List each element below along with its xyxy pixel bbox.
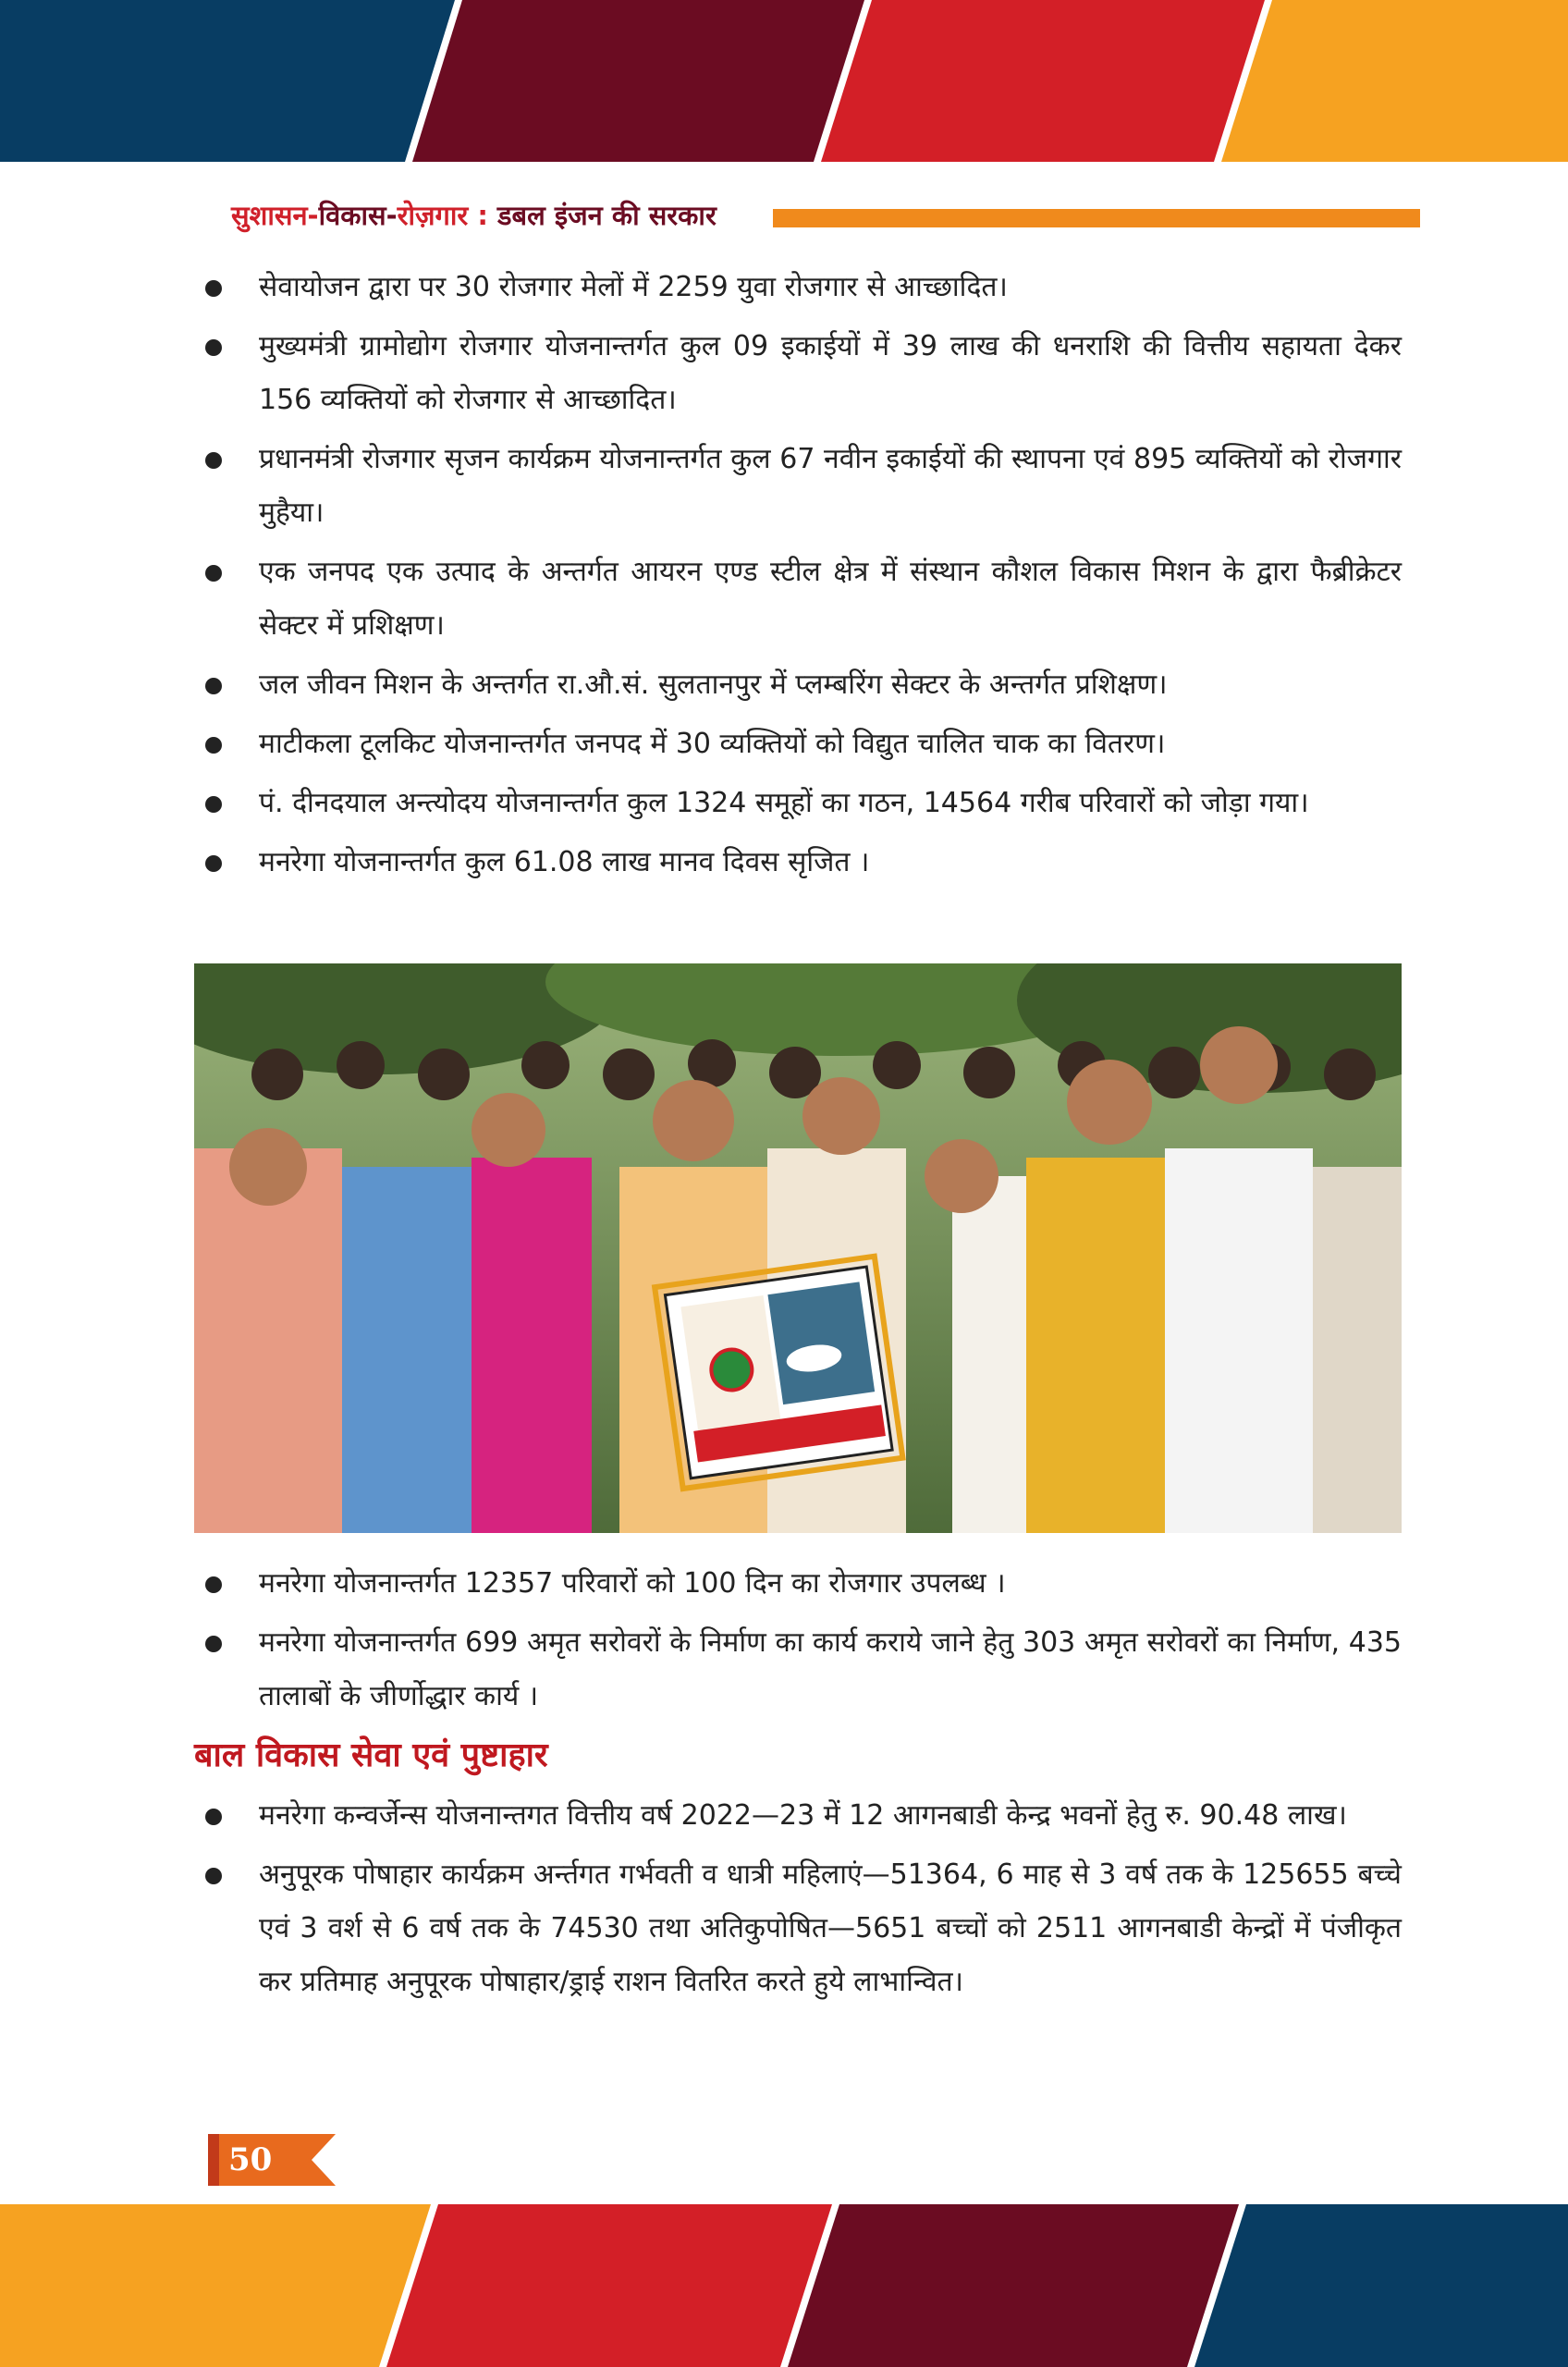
bullet-item: एक जनपद एक उत्पाद के अन्तर्गत आयरन एण्ड स्टील क्षेत्र में संस्थान कौशल विकास मिशन के द्वारा फैब्रीक्रेटर सेक्टर में प्रशिक्षण।: [194, 546, 1402, 653]
bullet-item: माटीकला टूलकिट योजनान्तर्गत जनपद में 30 व्यक्तियों को विद्युत चालित चाक का वितरण।: [194, 717, 1402, 771]
bullet-item: सेवायोजन द्वारा पर 30 रोजगार मेलों में 2259 युवा रोजगार से आच्छादित।: [194, 261, 1402, 314]
event-photograph: [194, 963, 1402, 1533]
header-accent-rule: [773, 209, 1420, 227]
stripe-maroon: [788, 2204, 1239, 2367]
header-title-part-3: रोज़गार :: [397, 200, 488, 231]
bullet-item: जल जीवन मिशन के अन्तर्गत रा.औ.सं. सुलतानपुर में प्लम्बरिंग सेक्टर के अन्तर्गत प्रशिक्षण।: [194, 658, 1402, 712]
stripe-navy: [1194, 2204, 1568, 2367]
bullet-item: प्रधानमंत्री रोजगार सृजन कार्यक्रम योजनान्तर्गत कुल 67 नवीन इकाईयों की स्थापना एवं 895 व्यक्तियों को रोजगार मुहैया।: [194, 433, 1402, 540]
bullet-list-top: [194, 261, 1402, 895]
bullet-list-bottom: [194, 1789, 1402, 2015]
running-header-title: [231, 197, 717, 233]
bullet-item: मुख्यमंत्री ग्रामोद्योग रोजगार योजनान्तर्गत कुल 09 इकाईयों में 39 लाख की धनराशि की वित्तीय सहायता देकर 156 व्यक्तियों को रोजगार से आच्छादित।: [194, 320, 1402, 427]
stripe-navy: [0, 0, 455, 162]
top-color-stripes: [0, 0, 1568, 162]
bullet-item: पं. दीनदयाल अन्त्योदय योजनान्तर्गत कुल 1324 समूहों का गठन, 14564 गरीब परिवारों को जोड़ा गया।: [194, 777, 1402, 830]
stripe-red: [821, 0, 1265, 162]
stripe-red: [386, 2204, 832, 2367]
stripe-orange: [1221, 0, 1568, 162]
bullet-item: मनरेगा योजनान्तर्गत 12357 परिवारों को 100 दिन का रोजगार उपलब्ध ।: [194, 1557, 1402, 1611]
header-title-part-1: सुशासन-: [231, 200, 319, 231]
stripe-orange: [0, 2204, 431, 2367]
bottom-decorative-band: [0, 2204, 1568, 2367]
photo-illustration: [194, 963, 1402, 1533]
page-number-badge: [208, 2134, 336, 2186]
top-decorative-band: [0, 0, 1568, 162]
bottom-color-stripes: [0, 2204, 1568, 2367]
bullet-item: मनरेगा कन्वर्जेन्स योजनान्तगत वित्तीय वर्ष 2022—23 में 12 आगनबाडी केन्द्र भवनों हेतु रु. 90.48 लाख।: [194, 1789, 1402, 1843]
page-number: 50: [228, 2141, 273, 2178]
bullet-list-middle: [194, 1557, 1402, 1729]
section-heading: बाल विकास सेवा एवं पुष्टाहार: [194, 1736, 548, 1774]
bullet-item: मनरेगा योजनान्तर्गत 699 अमृत सरोवरों के निर्माण का कार्य कराये जाने हेतु 303 अमृत सरोवरों का निर्माण, 435 तालाबों के जीर्णोद्धार कार्य ।: [194, 1616, 1402, 1723]
header-title-part-2: विकास-: [318, 200, 398, 231]
bullet-item: मनरेगा योजनान्तर्गत कुल 61.08 लाख मानव दिवस सृजित ।: [194, 836, 1402, 889]
header-title-part-4: डबल इंजन की सरकार: [487, 200, 717, 231]
stripe-maroon: [412, 0, 864, 162]
bullet-item: अनुपूरक पोषाहार कार्यक्रम अर्न्तगत गर्भवती व धात्री महिलाएं—51364, 6 माह से 3 वर्ष तक के 125655 बच्चे एवं 3 वर्श से 6 वर्ष तक के 74530 तथा अतिकुपोषित—5651 बच्चों को 2511 आगनबाडी केन्द्रों में पंजीकृत कर प्रतिमाह अनुपूरक पोषाहार/ड्राई राशन वितरित करते हुये लाभान्वित।: [194, 1848, 1402, 2009]
